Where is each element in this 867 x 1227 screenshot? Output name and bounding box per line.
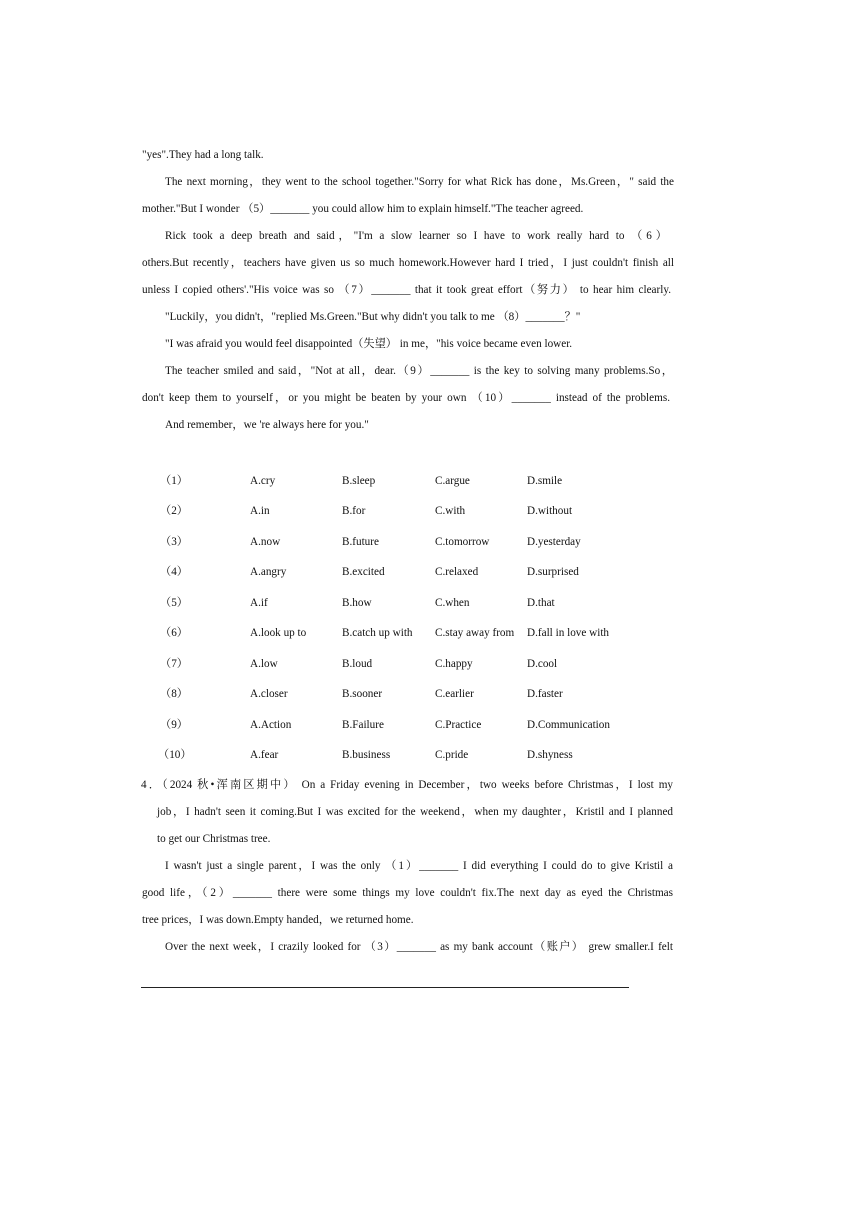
passage-line: Over the next week，I crazily looked for （3）_______ as my bank account（账户） grew smaller.I felt	[165, 941, 673, 953]
option-a: A.Action	[250, 719, 292, 731]
passage-line: "yes".They had a long talk.	[142, 149, 264, 161]
option-c: C.happy	[435, 658, 473, 670]
passage-line: Rick took a deep breath and said，"I'm a slow learner so I have to work really hard to （6）	[165, 230, 667, 242]
option-a: A.angry	[250, 566, 287, 578]
option-b: B.excited	[342, 566, 385, 578]
passage-line: unless I copied others'."His voice was so （7）_______ that it took great effort（努力） to hear him clearly.	[142, 284, 671, 296]
passage-line: tree prices，I was down.Empty handed，we returned home.	[142, 914, 414, 926]
option-number: （7）	[160, 658, 188, 670]
option-a: A.look up to	[250, 627, 307, 639]
option-c: C.pride	[435, 749, 469, 761]
option-c: C.earlier	[435, 688, 474, 700]
option-d: D.smile	[527, 475, 563, 487]
option-a: A.cry	[250, 475, 276, 487]
option-d: D.yesterday	[527, 536, 581, 548]
option-number: （1）	[160, 475, 188, 487]
option-b: B.sooner	[342, 688, 383, 700]
option-a: A.if	[250, 597, 268, 609]
option-d: D.surprised	[527, 566, 579, 578]
option-c: C.relaxed	[435, 566, 479, 578]
option-a: A.now	[250, 536, 281, 548]
option-number: （4）	[160, 566, 188, 578]
option-b: B.business	[342, 749, 391, 761]
passage-line: mother."But I wonder （5）_______ you could allow him to explain himself."The teacher agreed.	[142, 203, 584, 215]
option-number: （8）	[160, 688, 188, 700]
option-a: A.low	[250, 658, 278, 670]
passage-line: The teacher smiled and said，"Not at all，dear.（9）_______ is the key to solving many problems.So，	[165, 365, 673, 377]
option-a: A.fear	[250, 749, 279, 761]
option-c: C.argue	[435, 475, 470, 487]
option-number: （2）	[160, 505, 188, 517]
option-b: B.Failure	[342, 719, 384, 731]
option-b: B.future	[342, 536, 379, 548]
question-4-header: 4．（2024 秋•浑南区期中） On a Friday evening in December，two weeks before Christmas，I lost my	[141, 779, 673, 791]
passage-line: don't keep them to yourself，or you might be beaten by your own （10）_______ instead of the problems.	[142, 392, 670, 404]
footer-divider	[141, 987, 629, 988]
option-d: D.cool	[527, 658, 558, 670]
option-b: B.catch up with	[342, 627, 413, 639]
passage-line: "I was afraid you would feel disappointed（失望） in me，"his voice became even lower.	[165, 338, 573, 350]
option-b: B.for	[342, 505, 366, 517]
passage-line: others.But recently，teachers have given us so much homework.However hard I tried，I just couldn't finish all	[142, 257, 674, 269]
option-number: （5）	[160, 597, 188, 609]
passage-line: job，I hadn't seen it coming.But I was excited for the weekend，when my daughter，Kristil and I planned	[157, 806, 673, 818]
option-number: （10）	[158, 749, 192, 761]
option-d: D.without	[527, 505, 573, 517]
option-d: D.Communication	[527, 719, 610, 731]
option-c: C.when	[435, 597, 470, 609]
option-b: B.loud	[342, 658, 373, 670]
option-number: （9）	[160, 719, 188, 731]
option-b: B.sleep	[342, 475, 376, 487]
option-d: D.that	[527, 597, 555, 609]
option-c: C.Practice	[435, 719, 482, 731]
option-c: C.tomorrow	[435, 536, 490, 548]
passage-line: good life，（2）_______ there were some things my love couldn't fix.The next day as eyed the Christmas	[142, 887, 673, 899]
passage-line: "Luckily，you didn't，"replied Ms.Green."But why didn't you talk to me （8）_______？"	[165, 311, 581, 323]
passage-line: to get our Christmas tree.	[157, 833, 271, 845]
option-number: （3）	[160, 536, 188, 548]
option-d: D.fall in love with	[527, 627, 610, 639]
option-b: B.how	[342, 597, 372, 609]
passage-line: The next morning，they went to the school together."Sorry for what Rick has done，Ms.Green，" said the	[165, 176, 674, 188]
option-d: D.shyness	[527, 749, 573, 761]
passage-line: I wasn't just a single parent，I was the only （1）_______ I did everything I could do to give Kristil a	[165, 860, 673, 872]
option-a: A.closer	[250, 688, 288, 700]
option-a: A.in	[250, 505, 270, 517]
passage-line: And remember，we 're always here for you."	[165, 419, 369, 431]
option-number: （6）	[160, 627, 188, 639]
option-c: C.stay away from	[435, 627, 515, 639]
option-d: D.faster	[527, 688, 563, 700]
option-c: C.with	[435, 505, 466, 517]
